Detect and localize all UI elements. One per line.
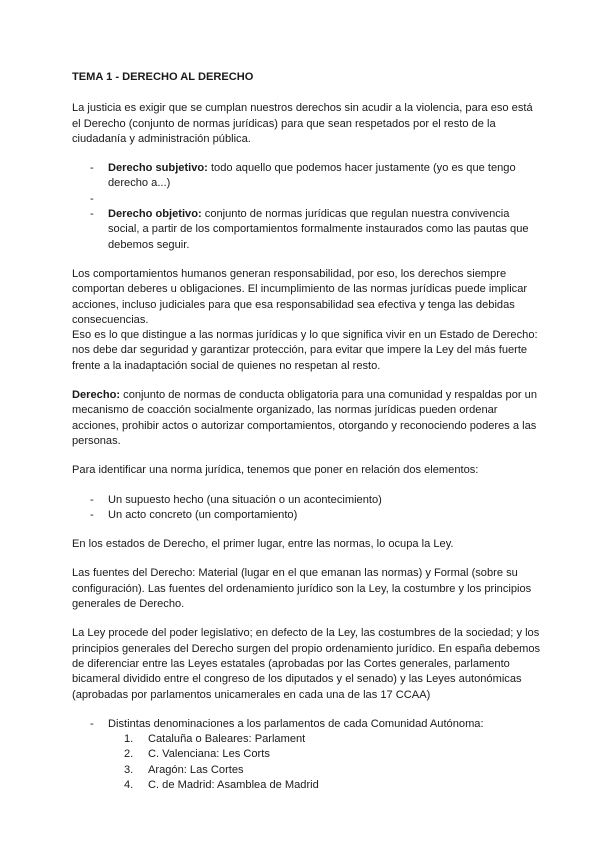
elements-list <box>72 493 542 524</box>
list-item <box>72 493 542 508</box>
list-item <box>72 732 542 747</box>
definition-text: todo aquello que podemos hacer justamente (yo es que tengo derecho a...) <box>108 162 516 190</box>
list-item <box>72 717 542 732</box>
list-item <box>72 207 542 253</box>
responsibility-block <box>72 267 542 374</box>
dash-bullet: - <box>90 717 94 730</box>
responsibility-paragraph: Los comportamientos humanos generan responsabilidad, por eso, los derechos siempre comportan deberes u obligaciones. El incumplimiento de las normas jurídicas puede implicar acciones, incluso judiciales para que esa responsabilidad sea efectiva y tenga las debidas consecuencias. <box>72 267 528 326</box>
list-item <box>72 747 542 762</box>
definition-text: conjunto de normas jurídicas que regulan nuestra convivencia social, a partir de los comportamientos formalmente instaurados como las pautas que debemos seguir. <box>108 208 529 251</box>
list-item-text: Un acto concreto (un comportamiento) <box>108 508 298 521</box>
derecho-term: Derecho: <box>72 389 121 402</box>
list-item-text: Cataluña o Baleares: Parlament <box>148 733 306 746</box>
list-item-text: Un supuesto hecho (una situación o un acontecimiento) <box>108 493 382 506</box>
dash-bullet: - <box>90 208 94 221</box>
fuentes-paragraph: Las fuentes del Derecho: Material (lugar en el que emanan las normas) y Formal (sobre su configuración). Las fuentes del ordenamiento jurídico son la Ley, la costumbre y los principios generales de Derecho. <box>72 567 532 611</box>
item-number: 3. <box>124 763 134 776</box>
list-item <box>72 763 542 778</box>
list-item <box>72 161 542 192</box>
ley-paragraph: La Ley procede del poder legislativo; en defecto de la Ley, las costumbres de la sociedad; y los principios generales del Derecho surgen del propio ordenamiento jurídico. En españa debemos de diferenciar entre las Leyes estatales (aprobadas por las Cortes generales, parlamento bicameral dividido entre el congreso de los diputados y el senado) y las Leyes autonómicas (aprobadas por parlamentos unicamerales en cada una de las 17 CCAA) <box>72 627 541 701</box>
document-title: TEMA 1 - DERECHO AL DERECHO <box>72 71 254 83</box>
item-number: 2. <box>124 748 134 761</box>
list-item <box>72 508 542 523</box>
definition-term: Derecho subjetivo: <box>108 162 208 175</box>
definition-term: Derecho objetivo: <box>108 208 202 221</box>
document-page <box>72 70 542 793</box>
derecho-text: conjunto de normas de conducta obligatoria para una comunidad y respaldas por un mecanismo de coacción socialmente organizado, las normas jurídicas pueden ordenar acciones, prohibir actos o autorizar comportamientos, otorgando y reconociendo poderes a las personas. <box>72 389 537 447</box>
dash-bullet: - <box>90 508 94 521</box>
rule-of-law-paragraph: Eso es lo que distingue a las normas jurídicas y lo que significa vivir en un Estado de Derecho: nos debe dar seguridad y garantizar protección, para evitar que impere la Ley del más fuerte frente a la inadaptación social de quienes no respetan al resto. <box>72 329 538 372</box>
estados-paragraph: En los estados de Derecho, el primer lugar, entre las normas, lo ocupa la Ley. <box>72 538 454 551</box>
list-item-text: C. Valenciana: Les Corts <box>148 748 270 761</box>
identify-paragraph: Para identificar una norma jurídica, tenemos que poner en relación dos elementos: <box>72 464 479 477</box>
list-item-text: C. de Madrid: Asamblea de Madrid <box>148 778 319 791</box>
dash-bullet: - <box>90 162 94 175</box>
parliaments-list <box>72 717 542 732</box>
derecho-definition <box>72 388 542 449</box>
list-item-text: Distintas denominaciones a los parlamentos de cada Comunidad Autónoma: <box>108 717 484 730</box>
dash-bullet: - <box>90 493 94 506</box>
intro-paragraph: La justicia es exigir que se cumplan nuestros derechos sin acudir a la violencia, para eso está el Derecho (conjunto de normas jurídicas) para que sean respetados por el resto de la ciudadanía y administración pública. <box>72 102 533 145</box>
parliaments-numbered-list <box>72 732 542 793</box>
dash-bullet: - <box>90 192 94 205</box>
list-item <box>72 192 542 207</box>
item-number: 4. <box>124 778 134 791</box>
definitions-list <box>72 161 542 253</box>
item-number: 1. <box>124 733 134 746</box>
list-item <box>72 778 542 793</box>
list-item-text: Aragón: Las Cortes <box>148 763 244 776</box>
